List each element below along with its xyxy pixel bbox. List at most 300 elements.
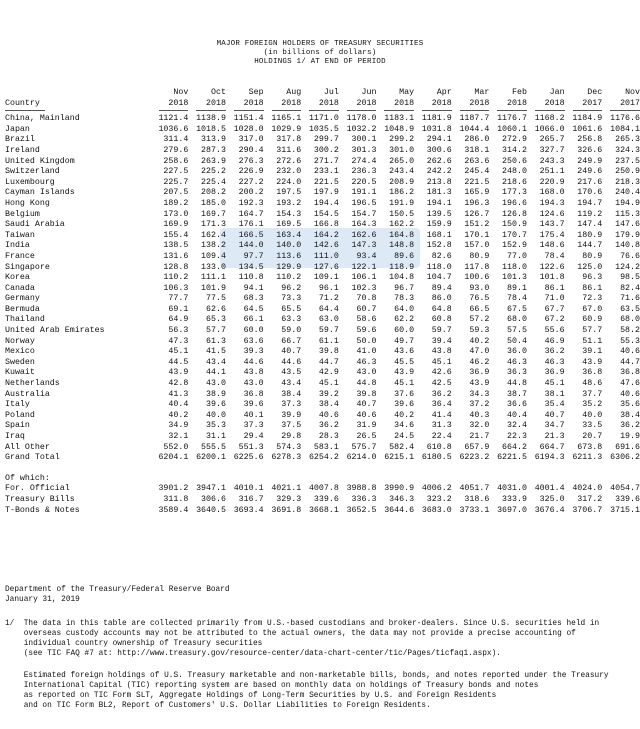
- holding-value: 46.3: [356, 357, 377, 367]
- holdings-table: [5, 88, 640, 516]
- holding-value: 311.8: [163, 494, 189, 504]
- holding-value: 40.3: [469, 410, 490, 420]
- holding-value: 301.0: [389, 145, 415, 155]
- holding-value: 31.1: [206, 432, 226, 441]
- holding-value: 78.4: [507, 294, 527, 304]
- holding-value: 39.3: [243, 347, 264, 357]
- holding-value: 101.8: [539, 273, 565, 283]
- column-month: Nov: [625, 88, 640, 97]
- holding-value: 45.1: [168, 347, 189, 357]
- holding-value: 148.8: [389, 241, 415, 251]
- holding-value: 131.6: [163, 251, 189, 261]
- holding-value: 317.8: [276, 135, 302, 145]
- holding-value: 96.2: [281, 283, 302, 293]
- holding-value: 213.8: [426, 177, 452, 187]
- header-spacer: [5, 88, 151, 99]
- holding-value: 226.9: [238, 167, 264, 177]
- holding-value: 26.5: [356, 432, 377, 441]
- holding-value: 31.9: [356, 421, 377, 431]
- holding-value: 290.4: [238, 145, 264, 155]
- footnote-line: International Capital (TIC) reporting system are based on monthly data on holdings of Treasury bonds and notes: [5, 682, 539, 690]
- holding-value: 40.6: [620, 347, 640, 357]
- holding-value: 249.9: [577, 156, 603, 166]
- holding-value: 97.7: [243, 251, 264, 261]
- holding-value: 6214.0: [346, 453, 377, 463]
- holding-value: 38.9: [206, 389, 226, 399]
- holding-value: 185.0: [201, 198, 226, 208]
- holding-value: 38.1: [544, 389, 565, 399]
- holding-value: 610.8: [426, 442, 452, 452]
- holding-value: 317.0: [238, 135, 264, 145]
- holding-value: 162.6: [351, 230, 377, 240]
- holding-value: 93.4: [356, 251, 377, 261]
- holding-value: 96.1: [318, 283, 339, 293]
- holding-value: 159.9: [426, 220, 452, 230]
- holding-value: 6223.2: [459, 453, 490, 463]
- country-name: Iraq: [5, 432, 25, 441]
- holding-value: 93.0: [469, 283, 490, 293]
- holding-value: 271.7: [313, 156, 339, 166]
- holding-value: 36.2: [318, 421, 339, 431]
- table-row: [5, 273, 640, 284]
- holding-value: 36.3: [507, 368, 527, 378]
- holding-value: 1028.0: [233, 124, 264, 134]
- holding-value: 46.3: [507, 357, 527, 367]
- holding-value: 38.4: [318, 400, 339, 410]
- holding-value: 67.0: [582, 304, 603, 314]
- holding-value: 134.5: [238, 262, 264, 272]
- holding-value: 166.8: [313, 220, 339, 230]
- holding-value: 1031.8: [421, 124, 452, 134]
- holding-value: 147.6: [615, 220, 640, 230]
- holding-value: 64.8: [431, 304, 452, 314]
- holding-value: 325.0: [539, 494, 565, 504]
- holding-value: 60.0: [394, 326, 415, 336]
- holding-value: 143.7: [539, 220, 565, 230]
- holding-value: 1048.9: [384, 124, 415, 134]
- holding-value: 276.3: [238, 156, 264, 166]
- holding-value: 43.0: [243, 379, 264, 389]
- holding-value: 42.5: [431, 379, 452, 389]
- table-row: [5, 379, 640, 390]
- holding-value: 40.6: [620, 389, 640, 399]
- holding-value: 169.7: [201, 209, 226, 219]
- holding-value: 39.6: [394, 400, 415, 410]
- holding-value: 61.1: [318, 336, 339, 346]
- holding-value: 233.1: [313, 167, 339, 177]
- holding-value: 40.6: [318, 410, 339, 420]
- holding-value: 32.0: [469, 421, 490, 431]
- holding-value: 124.2: [615, 262, 640, 272]
- country-name: Ireland: [5, 145, 40, 155]
- column-month: Aug: [286, 88, 302, 97]
- holding-value: 44.6: [281, 357, 302, 367]
- holding-value: 69.1: [168, 304, 189, 314]
- holding-value: 1036.6: [158, 124, 189, 134]
- holding-value: 1165.1: [271, 114, 302, 124]
- holding-value: 68.0: [620, 315, 640, 325]
- holding-value: 262.6: [426, 156, 452, 166]
- holding-value: 21.3: [544, 432, 565, 441]
- holding-value: 220.5: [351, 177, 377, 187]
- holding-value: 65.5: [281, 304, 302, 314]
- country-name: Japan: [5, 124, 30, 134]
- holding-value: 22.3: [507, 432, 527, 441]
- holding-value: 6204.1: [158, 453, 189, 463]
- holding-value: 67.5: [507, 304, 527, 314]
- holding-value: 20.7: [582, 432, 603, 441]
- holding-value: 40.6: [356, 410, 377, 420]
- holding-value: 104.7: [426, 273, 452, 283]
- holding-value: 152.8: [426, 241, 452, 251]
- holding-value: 43.9: [582, 357, 603, 367]
- table-row: [5, 263, 640, 274]
- holding-value: 250.6: [502, 156, 527, 166]
- holding-value: 306.6: [201, 494, 226, 504]
- holding-value: 37.3: [243, 421, 264, 431]
- column-year: 2017: [582, 98, 603, 108]
- table-row: [5, 210, 640, 221]
- holding-value: 43.9: [394, 368, 415, 378]
- holding-value: 77.0: [507, 251, 527, 261]
- holding-value: 138.2: [201, 241, 226, 251]
- holding-value: 168.1: [426, 230, 452, 240]
- holding-value: 122.1: [351, 262, 377, 272]
- country-name: Italy: [5, 400, 30, 410]
- holding-value: 59.0: [281, 326, 302, 336]
- holding-value: 40.2: [168, 410, 189, 420]
- holding-value: 64.0: [394, 304, 415, 314]
- holding-value: 64.4: [318, 304, 339, 314]
- holding-value: 40.7: [356, 400, 377, 410]
- holding-value: 6254.2: [308, 453, 339, 463]
- holding-value: 208.9: [389, 177, 415, 187]
- holding-value: 170.6: [577, 188, 603, 198]
- table-row: [5, 368, 640, 379]
- holding-value: 36.2: [544, 347, 565, 357]
- holding-value: 194.4: [313, 198, 339, 208]
- holding-value: 51.1: [582, 336, 603, 346]
- holding-value: 162.4: [201, 230, 226, 240]
- holding-value: 300.2: [313, 145, 339, 155]
- holding-value: 186.2: [389, 188, 415, 198]
- country-name: Taiwan: [5, 230, 35, 240]
- table-title: MAJOR FOREIGN HOLDERS OF TREASURY SECURITIES: [216, 40, 424, 48]
- holding-value: 39.8: [356, 389, 377, 399]
- holding-value: 118.0: [502, 262, 527, 272]
- holding-value: 147.3: [351, 241, 377, 251]
- holding-value: 333.9: [502, 494, 527, 504]
- holding-value: 41.3: [168, 389, 189, 399]
- holding-value: 29.4: [243, 432, 264, 441]
- holding-value: 256.8: [577, 135, 603, 145]
- column-month: Jul: [323, 88, 339, 97]
- holding-value: 3901.2: [158, 484, 189, 494]
- holding-value: 43.9: [168, 368, 189, 378]
- holding-value: 4001.4: [534, 484, 565, 494]
- holding-value: 339.6: [313, 494, 339, 504]
- holding-value: 1176.7: [497, 114, 527, 124]
- country-name: United Kingdom: [5, 156, 75, 166]
- holding-value: 162.2: [389, 220, 415, 230]
- holding-value: 40.7: [544, 410, 565, 420]
- holding-value: 57.7: [206, 326, 226, 336]
- holding-value: 59.3: [469, 326, 490, 336]
- holding-value: 225.2: [201, 167, 226, 177]
- holding-value: 106.3: [163, 283, 189, 293]
- holding-value: 196.5: [351, 198, 377, 208]
- holding-value: 44.8: [356, 379, 377, 389]
- holding-value: 154.3: [276, 209, 302, 219]
- holding-value: 225.7: [163, 177, 189, 187]
- holding-value: 39.9: [281, 410, 302, 420]
- holding-value: 80.9: [582, 251, 603, 261]
- holding-value: 43.8: [431, 347, 452, 357]
- holding-value: 6200.1: [196, 453, 226, 463]
- holding-value: 165.9: [464, 188, 490, 198]
- holding-value: 152.9: [502, 241, 527, 251]
- table-row: [5, 484, 640, 495]
- table-subtitle: (in billions of dollars): [263, 49, 377, 57]
- country-name: Brazil: [5, 135, 35, 145]
- holding-value: 38.7: [507, 389, 527, 399]
- holding-value: 227.2: [238, 177, 264, 187]
- holding-value: 36.9: [544, 368, 565, 378]
- holding-value: 44.7: [620, 357, 640, 367]
- holding-value: 21.7: [469, 432, 490, 441]
- holding-value: 43.6: [394, 347, 415, 357]
- country-name: Kuwait: [5, 368, 35, 378]
- holding-value: 150.5: [389, 209, 415, 219]
- holding-value: 31.3: [431, 421, 452, 431]
- holding-value: 691.6: [615, 442, 640, 452]
- holding-value: 37.3: [281, 400, 302, 410]
- holding-value: 1032.2: [346, 124, 377, 134]
- holding-value: 50.4: [507, 336, 527, 346]
- holding-value: 243.3: [539, 156, 565, 166]
- holding-value: 44.1: [206, 368, 226, 378]
- table-row: [5, 188, 640, 199]
- holding-value: 32.1: [168, 432, 189, 441]
- holding-value: 179.9: [615, 230, 640, 240]
- country-name: China, Mainland: [5, 114, 80, 124]
- column-month: Dec: [587, 88, 603, 97]
- holding-value: 318.1: [464, 145, 490, 155]
- holding-value: 50.0: [356, 336, 377, 346]
- holding-value: 82.6: [431, 251, 452, 261]
- holding-value: 191.9: [389, 198, 415, 208]
- holding-value: 45.1: [394, 379, 415, 389]
- holding-value: 36.2: [620, 421, 640, 431]
- holding-value: 43.4: [206, 357, 226, 367]
- column-year: 2017: [620, 98, 640, 108]
- holding-value: 217.6: [577, 177, 603, 187]
- holding-value: 242.2: [426, 167, 452, 177]
- holding-value: 24.5: [394, 432, 415, 441]
- holding-value: 336.3: [351, 494, 377, 504]
- holding-value: 35.2: [582, 400, 603, 410]
- country-name: For. Official: [5, 484, 70, 494]
- holding-value: 63.6: [243, 336, 264, 346]
- holding-value: 36.8: [243, 389, 264, 399]
- holding-value: 110.2: [163, 273, 189, 283]
- holding-value: 36.8: [582, 368, 603, 378]
- holding-value: 221.5: [464, 177, 490, 187]
- table-row: [5, 326, 640, 337]
- table-row: [5, 294, 640, 305]
- column-year: 2018: [544, 98, 565, 108]
- holding-value: 47.6: [620, 379, 640, 389]
- column-month: Apr: [436, 88, 452, 97]
- table-row: [5, 432, 640, 443]
- holding-value: 106.1: [351, 273, 377, 283]
- column-year: 2018: [469, 98, 490, 108]
- holding-value: 3733.1: [459, 505, 490, 515]
- holding-value: 36.0: [507, 347, 527, 357]
- column-year: 2018: [394, 98, 415, 108]
- holding-value: 3691.8: [271, 505, 302, 515]
- holding-value: 151.2: [464, 220, 490, 230]
- holding-value: 39.1: [582, 347, 603, 357]
- table-row: [5, 241, 640, 252]
- country-name: T-Bonds & Notes: [5, 505, 80, 515]
- holding-value: 551.3: [238, 442, 264, 452]
- country-name: Korea: [5, 273, 30, 283]
- holding-value: 157.0: [464, 241, 490, 251]
- holding-value: 125.0: [577, 262, 603, 272]
- holding-value: 175.4: [539, 230, 565, 240]
- country-name: Treasury Bills: [5, 494, 75, 504]
- holding-value: 664.7: [539, 442, 565, 452]
- footnote-line: Estimated foreign holdings of U.S. Treasury marketable and non-marketable bills, bonds, and notes reported under the Treasury: [5, 672, 609, 680]
- holding-value: 326.6: [577, 145, 603, 155]
- country-name: United Arab Emirates: [5, 326, 105, 336]
- holding-value: 57.5: [507, 326, 527, 336]
- holding-value: 170.1: [464, 230, 490, 240]
- holding-value: 66.1: [243, 315, 264, 325]
- holding-value: 3589.4: [158, 505, 189, 515]
- holding-value: 286.0: [464, 135, 490, 145]
- holding-value: 207.5: [163, 188, 189, 198]
- holding-value: 323.2: [426, 494, 452, 504]
- table-row: [5, 220, 640, 231]
- holding-value: 67.2: [544, 315, 565, 325]
- holding-value: 139.5: [426, 209, 452, 219]
- holding-value: 189.2: [163, 198, 189, 208]
- holding-value: 221.5: [313, 177, 339, 187]
- table-row: [5, 358, 640, 369]
- holding-value: 173.0: [163, 209, 189, 219]
- holding-value: 64.5: [243, 304, 264, 314]
- holding-value: 164.7: [238, 209, 264, 219]
- holding-value: 3990.9: [384, 484, 415, 494]
- holding-value: 193.2: [276, 198, 302, 208]
- holding-value: 68.3: [243, 294, 264, 304]
- holding-value: 168.0: [539, 188, 565, 198]
- holding-value: 39.2: [318, 389, 339, 399]
- holding-value: 73.3: [281, 294, 302, 304]
- holding-value: 46.9: [544, 336, 565, 346]
- holding-value: 346.3: [389, 494, 415, 504]
- holding-value: 249.6: [577, 167, 603, 177]
- column-month: Jun: [361, 88, 377, 97]
- table-row: [5, 114, 640, 125]
- holding-value: 94.1: [243, 283, 264, 293]
- holding-value: 163.4: [276, 230, 302, 240]
- holding-value: 41.5: [206, 347, 226, 357]
- holding-value: 34.3: [469, 389, 490, 399]
- holding-value: 124.6: [539, 209, 565, 219]
- column-year: 2018: [168, 98, 189, 108]
- country-name: Switzerland: [5, 167, 60, 177]
- holding-value: 1181.9: [421, 114, 452, 124]
- country-name: Luxembourg: [5, 177, 55, 187]
- holding-value: 1035.5: [308, 124, 339, 134]
- holding-value: 60.8: [431, 315, 452, 325]
- table-row: [5, 443, 640, 454]
- holding-value: 46.3: [544, 357, 565, 367]
- holding-value: 119.2: [577, 209, 603, 219]
- holding-value: 1184.9: [572, 114, 603, 124]
- of-which-row: [5, 474, 640, 485]
- holding-value: 43.4: [281, 379, 302, 389]
- holding-value: 1151.4: [233, 114, 264, 124]
- holding-value: 313.9: [201, 135, 226, 145]
- holding-value: 122.6: [539, 262, 565, 272]
- holding-value: 72.3: [582, 294, 603, 304]
- holding-value: 301.3: [351, 145, 377, 155]
- holding-value: 180.9: [577, 230, 603, 240]
- holding-value: 60.9: [582, 315, 603, 325]
- table-row: [5, 252, 640, 263]
- holding-value: 194.9: [615, 198, 640, 208]
- holding-value: 144.0: [238, 241, 264, 251]
- holding-value: 1029.9: [271, 124, 302, 134]
- holding-value: 171.3: [201, 220, 226, 230]
- holding-value: 62.2: [394, 315, 415, 325]
- source-line: Department of the Treasury/Federal Reserve Board: [5, 586, 230, 594]
- holding-value: 64.9: [168, 315, 189, 325]
- country-name: Canada: [5, 283, 35, 293]
- holding-value: 218.6: [502, 177, 527, 187]
- table-row: [5, 157, 640, 168]
- holding-value: 225.4: [201, 177, 226, 187]
- holding-value: 57.2: [469, 315, 490, 325]
- table-row: [5, 453, 640, 464]
- header-row-year: [5, 99, 640, 110]
- holding-value: 181.3: [426, 188, 452, 198]
- column-year: 2018: [431, 98, 452, 108]
- table-row: [5, 337, 640, 348]
- holding-value: 45.5: [394, 357, 415, 367]
- holding-value: 218.3: [615, 177, 640, 187]
- holding-value: 40.2: [394, 410, 415, 420]
- holding-value: 3706.7: [572, 505, 603, 515]
- holding-value: 33.5: [582, 421, 603, 431]
- footnote-link-line: (see TIC FAQ #7 at: http://www.treasury.gov/resource-center/data-chart-center/tic/Pages/ticfaq1.aspx).: [5, 650, 501, 658]
- holding-value: 6278.3: [271, 453, 302, 463]
- holding-value: 102.3: [351, 283, 377, 293]
- holding-value: 89.1: [507, 283, 527, 293]
- holding-value: 48.6: [582, 379, 603, 389]
- holding-value: 164.2: [313, 230, 339, 240]
- holding-value: 208.2: [201, 188, 226, 198]
- column-year: 2018: [356, 98, 377, 108]
- column-year: 2018: [243, 98, 264, 108]
- holding-value: 251.1: [539, 167, 565, 177]
- table-row: [5, 495, 640, 506]
- column-month: Feb: [512, 88, 527, 97]
